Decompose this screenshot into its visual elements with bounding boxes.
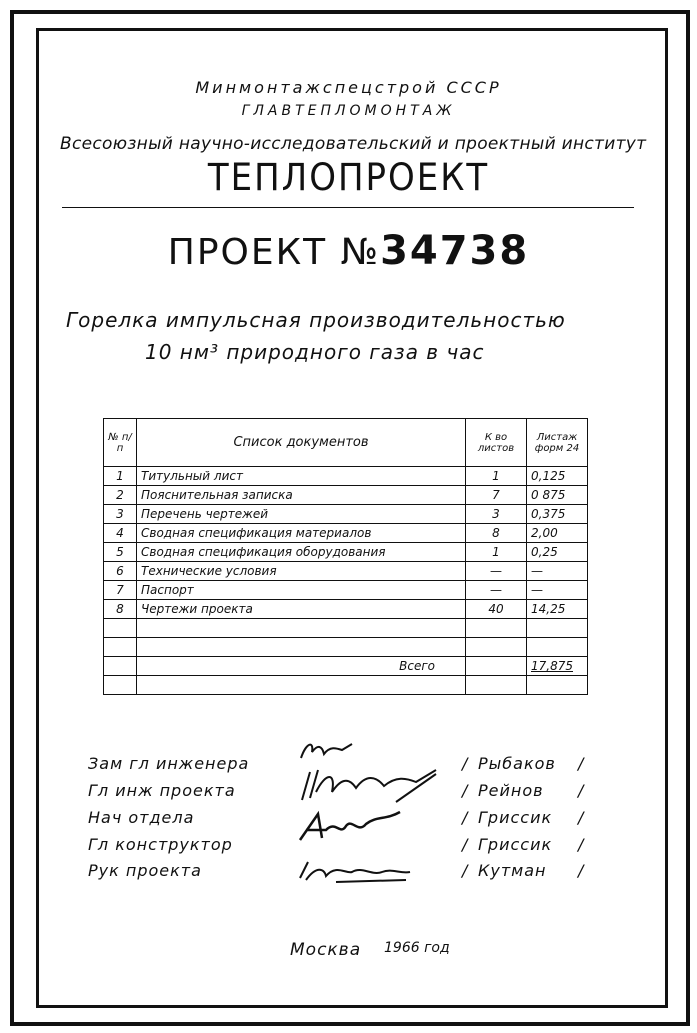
cell-num: 1 bbox=[104, 467, 137, 486]
header-count: К во листов bbox=[466, 419, 527, 467]
empty-cell bbox=[137, 676, 466, 695]
cell-name: Сводная спецификация материалов bbox=[137, 524, 466, 543]
empty-cell bbox=[137, 638, 466, 657]
empty-cell bbox=[104, 638, 137, 657]
empty-cell bbox=[104, 657, 137, 676]
title-line-2: 10 нм³ природного газа в час bbox=[145, 340, 485, 364]
project-heading bbox=[0, 228, 697, 274]
cell-count: 1 bbox=[466, 543, 527, 562]
cell-sheets: 2,00 bbox=[527, 524, 588, 543]
signature-1 bbox=[296, 738, 356, 764]
signatory-name: Гриссик bbox=[478, 808, 553, 827]
signatory-role: Рук проекта bbox=[88, 861, 202, 880]
city: Москва bbox=[290, 940, 362, 960]
cell-num: 4 bbox=[104, 524, 137, 543]
signatory-role: Гл конструктор bbox=[88, 835, 233, 854]
cell-count: 3 bbox=[466, 505, 527, 524]
cell-count: 8 bbox=[466, 524, 527, 543]
table-row bbox=[104, 581, 588, 600]
cell-num: 5 bbox=[104, 543, 137, 562]
empty-cell bbox=[527, 676, 588, 695]
empty-cell bbox=[466, 619, 527, 638]
empty-cell bbox=[466, 638, 527, 657]
cell-sheets: 0 875 bbox=[527, 486, 588, 505]
empty-row bbox=[104, 676, 588, 695]
empty-cell bbox=[527, 638, 588, 657]
empty-cell bbox=[104, 619, 137, 638]
cell-sheets: 14,25 bbox=[527, 600, 588, 619]
empty-cell bbox=[137, 619, 466, 638]
cell-sheets: 0,25 bbox=[527, 543, 588, 562]
cell-num: 7 bbox=[104, 581, 137, 600]
cell-num: 3 bbox=[104, 505, 137, 524]
cell-count: 1 bbox=[466, 467, 527, 486]
signatory-name: Рыбаков bbox=[478, 754, 556, 773]
cell-sheets: — bbox=[527, 562, 588, 581]
signatory-role: Нач отдела bbox=[88, 808, 195, 827]
signature-3 bbox=[296, 806, 406, 846]
signature-2 bbox=[296, 762, 446, 812]
signatory-name: Рейнов bbox=[478, 781, 544, 800]
table-row bbox=[104, 524, 588, 543]
divider bbox=[62, 207, 634, 208]
empty-cell bbox=[527, 619, 588, 638]
cell-sheets: 0,125 bbox=[527, 467, 588, 486]
cell-sheets: 0,375 bbox=[527, 505, 588, 524]
documents-table bbox=[103, 418, 588, 695]
cell-name: Пояснительная записка bbox=[137, 486, 466, 505]
total-value: 17,875 bbox=[527, 657, 588, 676]
total-row bbox=[104, 657, 588, 676]
cell-count: — bbox=[466, 581, 527, 600]
cell-num: 6 bbox=[104, 562, 137, 581]
empty-cell bbox=[466, 657, 527, 676]
empty-row bbox=[104, 638, 588, 657]
cell-num: 8 bbox=[104, 600, 137, 619]
institute-description: Всесоюзный научно-исследовательский и проектный институт bbox=[60, 134, 647, 154]
empty-row bbox=[104, 619, 588, 638]
signature-5 bbox=[296, 858, 416, 886]
table-row bbox=[104, 467, 588, 486]
cell-name: Чертежи проекта bbox=[137, 600, 466, 619]
glavk-name: ГЛАВТЕПЛОМОНТАЖ bbox=[241, 103, 456, 119]
cell-count: — bbox=[466, 562, 527, 581]
cell-name: Технические условия bbox=[137, 562, 466, 581]
header-num: № п/п bbox=[104, 419, 137, 467]
table-row bbox=[104, 486, 588, 505]
header-sheets: Листаж форм 24 bbox=[527, 419, 588, 467]
table-row bbox=[104, 562, 588, 581]
total-label: Всего bbox=[137, 657, 466, 676]
cell-name: Титульный лист bbox=[137, 467, 466, 486]
project-label: ПРОЕКТ № bbox=[167, 232, 381, 273]
institute-name: ТЕПЛОПРОЕКТ bbox=[207, 156, 490, 200]
signatory-role: Гл инж проекта bbox=[88, 781, 236, 800]
header-name: Список документов bbox=[137, 419, 466, 467]
cell-sheets: — bbox=[527, 581, 588, 600]
cell-count: 40 bbox=[466, 600, 527, 619]
cell-num: 2 bbox=[104, 486, 137, 505]
project-number: 34738 bbox=[380, 228, 530, 274]
cell-count: 7 bbox=[466, 486, 527, 505]
year: 1966 год bbox=[384, 940, 450, 956]
cell-name: Паспорт bbox=[137, 581, 466, 600]
ministry-name: Минмонтажспецстрой СССР bbox=[195, 78, 502, 97]
cell-name: Перечень чертежей bbox=[137, 505, 466, 524]
signatory-name: Гриссик bbox=[478, 835, 553, 854]
table-row bbox=[104, 600, 588, 619]
signatory-role: Зам гл инженера bbox=[88, 754, 250, 773]
empty-cell bbox=[466, 676, 527, 695]
empty-cell bbox=[104, 676, 137, 695]
table-row bbox=[104, 505, 588, 524]
cell-name: Сводная спецификация оборудования bbox=[137, 543, 466, 562]
title-line-1: Горелка импульсная производительностью bbox=[66, 308, 566, 332]
signatory-name: Кутман bbox=[478, 861, 547, 880]
table-row bbox=[104, 543, 588, 562]
